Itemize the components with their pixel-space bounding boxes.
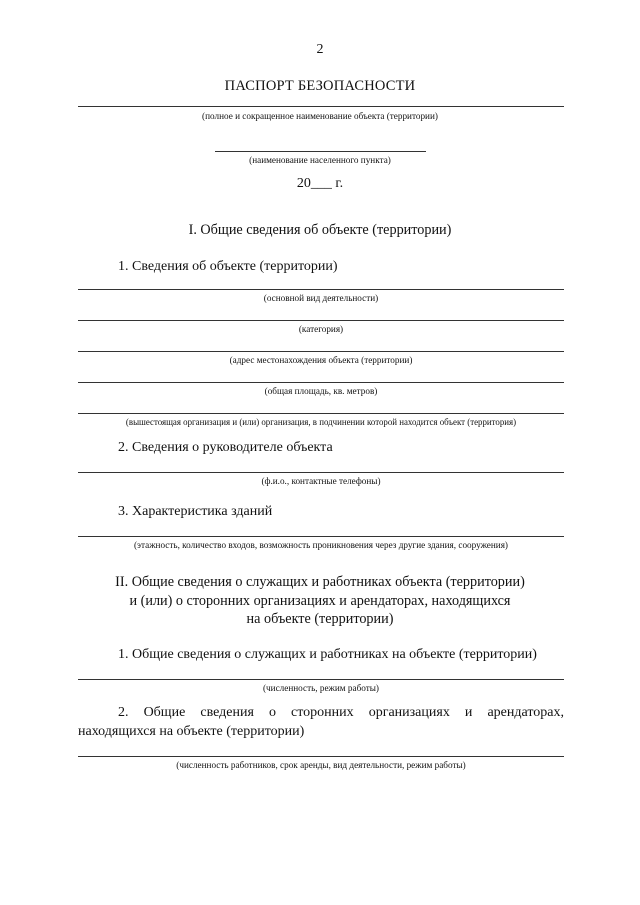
head-hint: (ф.и.о., контактные телефоны) <box>261 476 381 486</box>
buildings-hint: (этажность, количество входов, возможность проникновения через другие здания, сооружения) <box>134 540 508 550</box>
area-hint: (общая площадь, кв. метров) <box>264 386 378 396</box>
parent-org-hint: (вышестоящая организация и (или) организация, в подчинении которой находится объект (территория) <box>125 417 517 427</box>
address-line <box>78 351 564 352</box>
object-name-hint: (полное и сокращенное наименование объекта (территории) <box>202 111 438 121</box>
section-1-item-2-title: 2. Сведения о руководителе объекта <box>118 440 333 455</box>
staff-hint: (численность, режим работы) <box>263 683 379 693</box>
activity-line <box>78 289 564 290</box>
locality-hint: (наименование населенного пункта) <box>249 155 391 165</box>
document-title: ПАСПОРТ БЕЗОПАСНОСТИ <box>224 78 416 94</box>
locality-line <box>215 151 426 152</box>
category-line <box>78 320 564 321</box>
activity-hint: (основной вид деятельности) <box>263 293 379 303</box>
page-number: 2 <box>316 42 324 57</box>
section-2-heading-line-3: на объекте (территории) <box>246 611 394 627</box>
buildings-line <box>78 536 564 537</box>
area-line <box>78 382 564 383</box>
section-2-heading-line-2: и (или) о сторонних организациях и арендаторах, находящихся <box>129 593 511 609</box>
section-2-heading-line-1: II. Общие сведения о служащих и работниках объекта (территории) <box>115 574 525 590</box>
category-hint: (категория) <box>298 324 344 334</box>
section-2-item-2-title-line-2: находящихся на объекте (территории) <box>78 724 305 739</box>
head-line <box>78 472 564 473</box>
object-name-line <box>78 106 564 107</box>
year-field: 20___ г. <box>296 176 344 191</box>
address-hint: (адрес местонахождения объекта (территории) <box>229 355 413 365</box>
tenants-line <box>78 756 564 757</box>
section-1-item-3-title: 3. Характеристика зданий <box>118 504 273 519</box>
section-1-heading: I. Общие сведения об объекте (территории) <box>188 222 452 238</box>
section-2-item-2-title-line-1: 2. Общие сведения о сторонних организациях и арендаторах, <box>118 705 564 720</box>
section-2-item-1-title: 1. Общие сведения о служащих и работниках на объекте (территории) <box>118 647 537 662</box>
tenants-hint: (численность работников, срок аренды, вид деятельности, режим работы) <box>176 760 466 770</box>
parent-org-line <box>78 413 564 414</box>
staff-line <box>78 679 564 680</box>
section-1-item-1-title: 1. Сведения об объекте (территории) <box>118 259 338 274</box>
